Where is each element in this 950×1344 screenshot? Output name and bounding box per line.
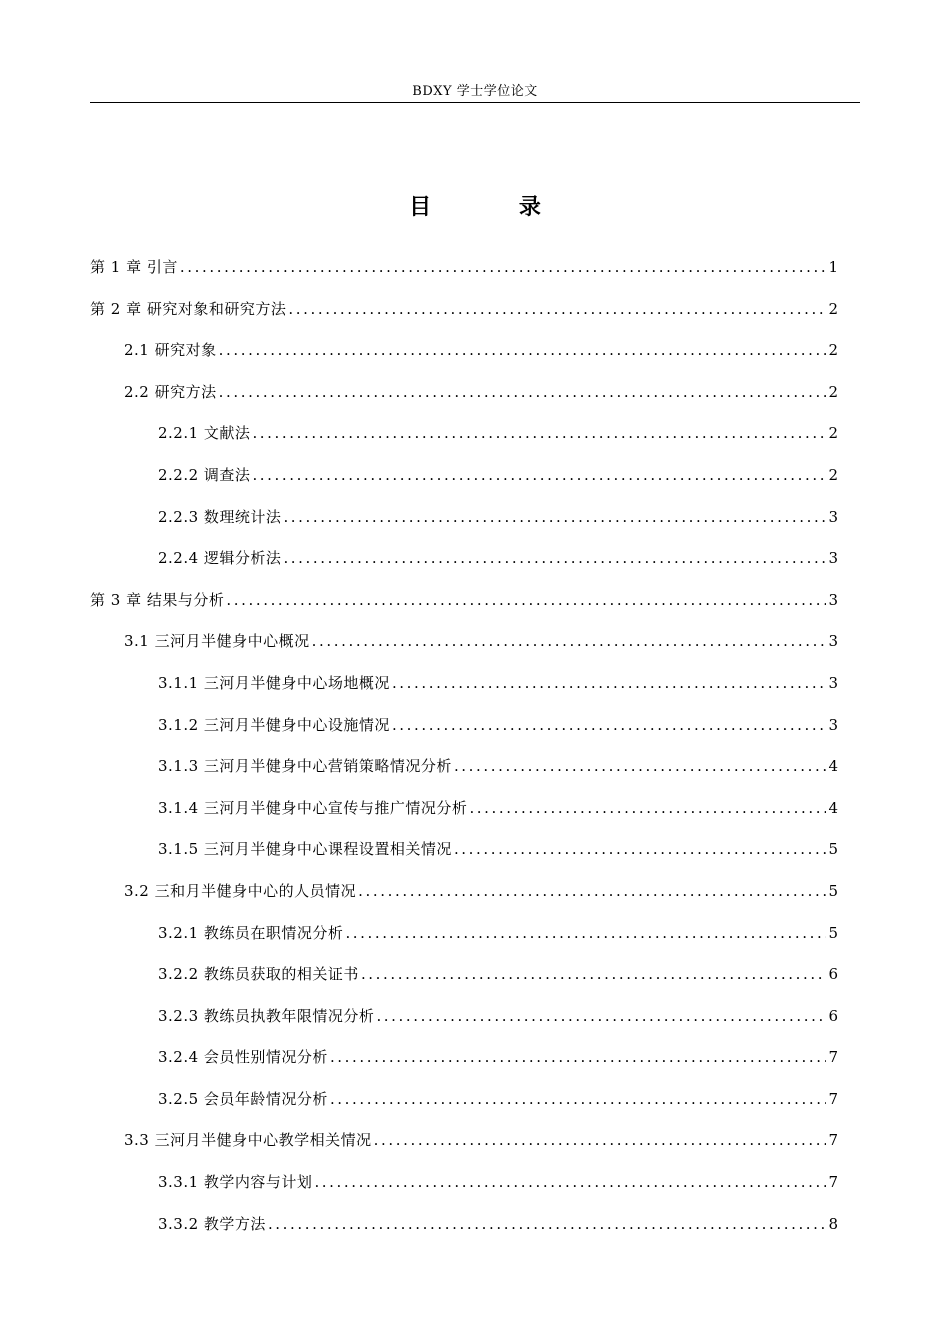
toc-dot-leader	[314, 1173, 826, 1191]
toc-entry-label: 第 2 章 研究对象和研究方法	[90, 299, 287, 318]
toc-page-number: 5	[828, 881, 838, 900]
toc-entry[interactable]	[90, 672, 838, 714]
toc-page-number: 7	[828, 1089, 838, 1108]
toc-entry[interactable]	[90, 922, 838, 964]
toc-entry[interactable]	[90, 1005, 838, 1047]
toc-entry[interactable]	[90, 755, 838, 797]
toc-entry[interactable]	[90, 797, 838, 839]
toc-dot-leader	[392, 674, 827, 692]
toc-page-number: 2	[828, 299, 838, 318]
toc-entry-label: 3.1.3 三河月半健身中心营销策略情况分析	[158, 757, 452, 776]
toc-page-number: 3	[828, 673, 838, 692]
toc-page-number: 7	[828, 1048, 838, 1067]
toc-dot-leader	[252, 466, 826, 484]
toc-entry[interactable]	[90, 506, 838, 548]
toc-entry-label: 3.1.4 三河月半健身中心宣传与推广情况分析	[158, 798, 468, 817]
toc-page-number: 4	[828, 757, 838, 776]
toc-dot-leader	[312, 632, 827, 650]
toc-entry[interactable]	[90, 630, 838, 672]
toc-dot-leader	[376, 1007, 826, 1025]
toc-dot-leader	[219, 341, 827, 359]
toc-dot-leader	[268, 1215, 827, 1233]
toc-entry-label: 3.2.5 会员年龄情况分析	[158, 1089, 328, 1108]
toc-dot-leader	[330, 1090, 827, 1108]
toc-page-number: 2	[828, 465, 838, 484]
toc-entry[interactable]	[90, 963, 838, 1005]
toc-entry[interactable]	[90, 1213, 838, 1255]
toc-dot-leader	[180, 258, 827, 276]
toc-entry[interactable]	[90, 381, 838, 423]
toc-entry-label: 第 3 章 结果与分析	[90, 590, 225, 609]
toc-entry[interactable]	[90, 714, 838, 756]
toc-entry[interactable]	[90, 464, 838, 506]
toc-page-number: 1	[828, 258, 838, 276]
toc-entry-label: 2.2.4 逻辑分析法	[158, 549, 282, 568]
toc-dot-leader	[454, 840, 827, 858]
toc-page-number: 8	[828, 1214, 838, 1233]
toc-dot-leader	[219, 383, 827, 401]
toc-page-number: 3	[828, 549, 838, 568]
toc-entry[interactable]	[90, 422, 838, 464]
toc-entry-label: 2.2.2 调查法	[158, 465, 251, 484]
toc-page-number: 4	[828, 798, 838, 817]
toc-entry[interactable]	[90, 256, 838, 298]
toc-dot-leader	[288, 300, 826, 318]
toc-entry-label: 3.1.5 三河月半健身中心课程设置相关情况	[158, 840, 452, 859]
toc-page-number: 2	[828, 382, 838, 401]
toc-dot-leader	[330, 1048, 827, 1066]
toc-entry[interactable]	[90, 339, 838, 381]
toc-dot-leader	[345, 924, 826, 942]
toc-entry-label: 3.1.2 三河月半健身中心设施情况	[158, 715, 390, 734]
toc-entry-label: 3.3.1 教学内容与计划	[158, 1173, 313, 1192]
toc-page-number: 5	[828, 840, 838, 859]
header-rule	[90, 102, 860, 103]
toc-dot-leader	[358, 882, 826, 900]
toc-page-number: 6	[828, 965, 838, 984]
table-of-contents	[90, 256, 838, 1254]
toc-entry-label: 3.2 三和月半健身中心的人员情况	[124, 881, 357, 900]
toc-title: 目 录	[409, 194, 581, 220]
toc-entry-label: 3.1 三河月半健身中心概况	[124, 632, 310, 651]
toc-page-number: 7	[828, 1131, 838, 1150]
toc-entry-label: 3.2.4 会员性别情况分析	[158, 1048, 328, 1067]
toc-entry-label: 3.3.2 教学方法	[158, 1214, 266, 1233]
toc-entry[interactable]	[90, 880, 838, 922]
toc-page-number: 2	[828, 424, 838, 443]
toc-dot-leader	[252, 424, 826, 442]
toc-page-number: 3	[828, 507, 838, 526]
toc-page-number: 7	[828, 1173, 838, 1192]
toc-entry-label: 2.1 研究对象	[124, 341, 217, 360]
toc-entry-label: 第 1 章 引言	[90, 258, 178, 276]
toc-entry-label: 2.2.3 数理统计法	[158, 507, 282, 526]
toc-page-number: 3	[828, 715, 838, 734]
toc-dot-leader	[226, 591, 826, 609]
toc-entry-label: 2.2 研究方法	[124, 382, 217, 401]
toc-dot-leader	[469, 799, 826, 817]
toc-dot-leader	[454, 757, 827, 775]
toc-page-number: 5	[828, 923, 838, 942]
toc-entry-label: 3.1.1 三河月半健身中心场地概况	[158, 673, 390, 692]
toc-dot-leader	[361, 965, 827, 983]
running-header: BDXY 学士学位论文	[412, 84, 538, 99]
toc-dot-leader	[283, 508, 826, 526]
toc-dot-leader	[392, 716, 827, 734]
toc-page-number: 3	[828, 632, 838, 651]
toc-entry-label: 3.2.2 教练员获取的相关证书	[158, 965, 359, 984]
toc-entry-label: 2.2.1 文献法	[158, 424, 251, 443]
toc-entry[interactable]	[90, 547, 838, 589]
toc-entry-label: 3.2.1 教练员在职情况分析	[158, 923, 344, 942]
toc-entry[interactable]	[90, 589, 838, 631]
toc-entry[interactable]	[90, 1129, 838, 1171]
toc-entry[interactable]	[90, 1171, 838, 1213]
toc-page-number: 2	[828, 341, 838, 360]
toc-entry-label: 3.3 三河月半健身中心教学相关情况	[124, 1131, 372, 1150]
toc-dot-leader	[283, 549, 826, 567]
toc-entry[interactable]	[90, 838, 838, 880]
toc-page-number: 3	[828, 590, 838, 609]
toc-entry[interactable]	[90, 1046, 838, 1088]
toc-dot-leader	[374, 1131, 827, 1149]
toc-entry[interactable]	[90, 298, 838, 340]
toc-entry-label: 3.2.3 教练员执教年限情况分析	[158, 1006, 375, 1025]
toc-entry[interactable]	[90, 1088, 838, 1130]
toc-page-number: 6	[828, 1006, 838, 1025]
